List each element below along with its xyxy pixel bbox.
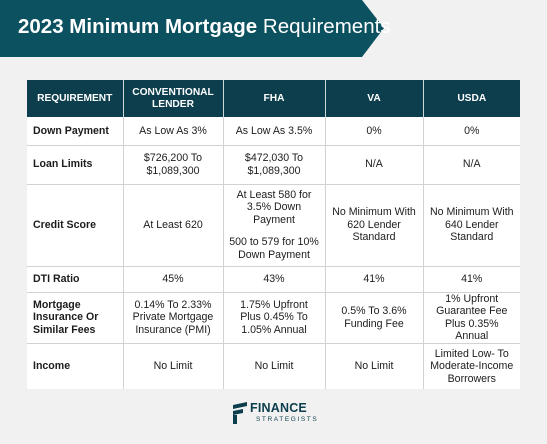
table-row — [27, 184, 520, 266]
logo-mark-icon — [232, 402, 248, 424]
table-row — [27, 117, 520, 145]
header-usda: USDA — [423, 80, 520, 117]
cell-usda: No Minimum With 640 Lender Standard — [423, 184, 520, 266]
row-label: DTI Ratio — [27, 266, 123, 292]
cell-usda: Limited Low- To Moderate-Income Borrowers — [423, 343, 520, 389]
row-label: Loan Limits — [27, 145, 123, 184]
logo-name: FINANCE — [250, 401, 307, 415]
row-label: Income — [27, 343, 123, 389]
cell-fha: 1.75% Upfront Plus 0.45% To 1.05% Annual — [223, 292, 325, 343]
cell-conventional: As Low As 3% — [123, 117, 223, 145]
cell-va: N/A — [325, 145, 423, 184]
table-row — [27, 145, 520, 184]
row-label: Down Payment — [27, 117, 123, 145]
table-header-row — [27, 80, 520, 117]
cell-usda: 0% — [423, 117, 520, 145]
table-row — [27, 292, 520, 343]
table-row — [27, 266, 520, 292]
page-title — [18, 15, 391, 39]
cell-conventional: 0.14% To 2.33% Private Mortgage Insurance (PMI) — [123, 292, 223, 343]
table-row — [27, 343, 520, 389]
row-label: Mortgage Insurance Or Similar Fees — [27, 292, 123, 343]
cell-fha — [223, 184, 325, 266]
header-conventional: CONVENTIONAL LENDER — [123, 80, 223, 117]
cell-va: No Limit — [325, 343, 423, 389]
cell-fha: 43% — [223, 266, 325, 292]
cell-conventional: $726,200 To $1,089,300 — [123, 145, 223, 184]
logo-subtitle: STRATEGISTS — [256, 416, 319, 423]
fha-credit-line-2: 500 to 579 for 10% Down Payment — [229, 236, 319, 261]
cell-conventional: At Least 620 — [123, 184, 223, 266]
cell-va: 0.5% To 3.6% Funding Fee — [325, 292, 423, 343]
cell-fha: No Limit — [223, 343, 325, 389]
cell-va: No Minimum With 620 Lender Standard — [325, 184, 423, 266]
cell-usda: 1% Upfront Guarantee Fee Plus 0.35% Annual — [423, 292, 520, 343]
cell-conventional: 45% — [123, 266, 223, 292]
title-bold: 2023 Minimum Mortgage — [18, 15, 258, 38]
header-fha: FHA — [223, 80, 325, 117]
header-requirement: REQUIREMENT — [27, 80, 123, 117]
requirements-table — [27, 80, 520, 389]
cell-fha: $472,030 To $1,089,300 — [223, 145, 325, 184]
header-va: VA — [325, 80, 423, 117]
cell-fha: As Low As 3.5% — [223, 117, 325, 145]
cell-usda: 41% — [423, 266, 520, 292]
cell-va: 41% — [325, 266, 423, 292]
title-light: Requirements — [262, 15, 391, 38]
finance-strategists-logo — [232, 401, 318, 427]
cell-va: 0% — [325, 117, 423, 145]
row-label: Credit Score — [27, 184, 123, 266]
fha-credit-line-1: At Least 580 for 3.5% Down Payment — [236, 188, 312, 226]
cell-usda: N/A — [423, 145, 520, 184]
cell-conventional: No Limit — [123, 343, 223, 389]
